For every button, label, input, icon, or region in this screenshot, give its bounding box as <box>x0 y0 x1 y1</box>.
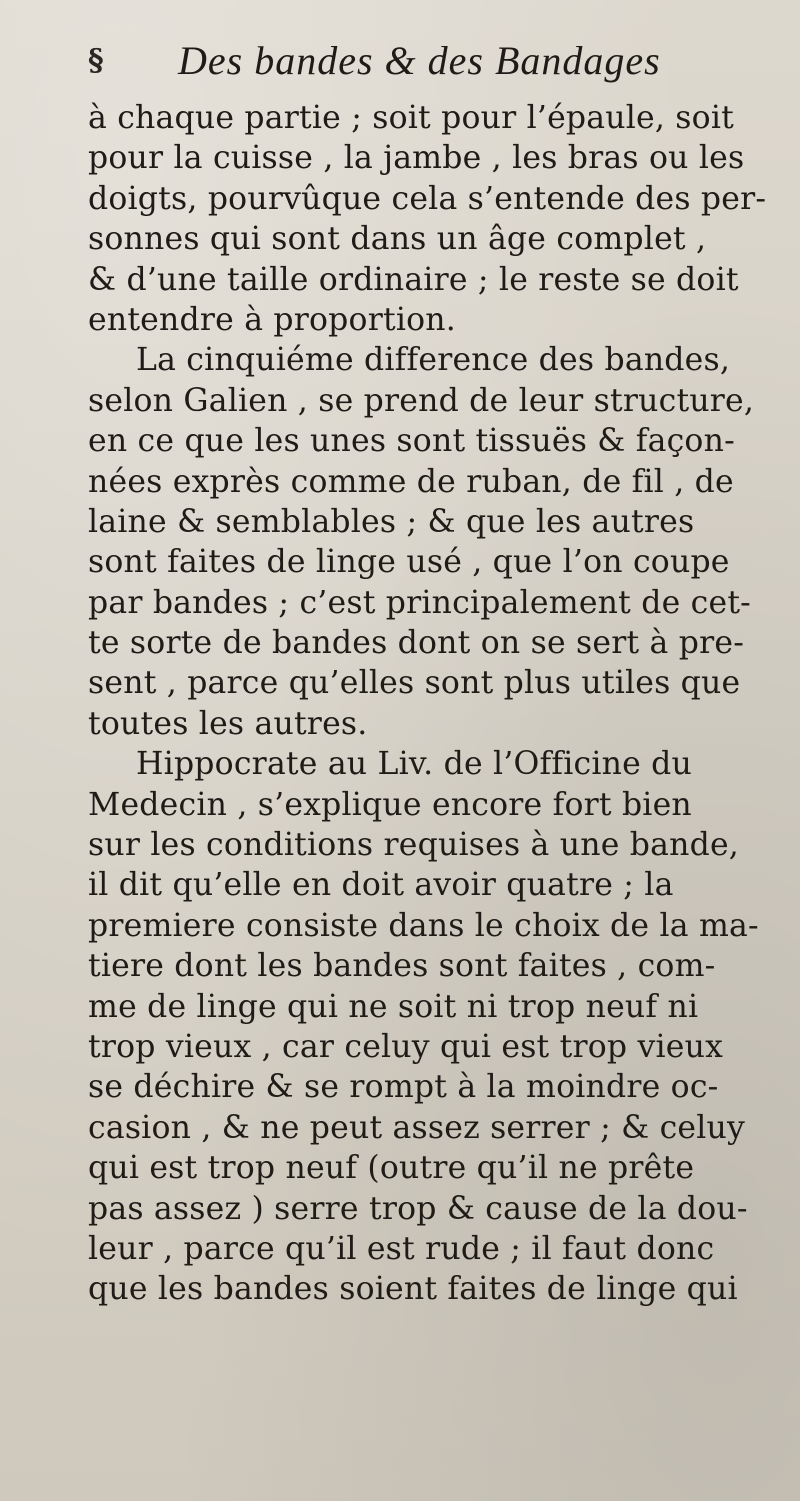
text-line: trop vieux , car celuy qui est trop vieux <box>88 1028 724 1065</box>
text-line: doigts, pourvûque cela s’entende des per- <box>88 180 767 217</box>
text-line: sont faites de linge usé , que l’on coupe <box>88 544 730 581</box>
running-head <box>88 30 760 90</box>
text-line: nées exprès comme de ruban, de fil , de <box>88 463 734 500</box>
text-line: qui est trop neuf (outre qu’il ne prête <box>88 1150 695 1187</box>
paragraph-start-line: Hippocrate au Liv. de l’Officine du <box>136 746 693 783</box>
text-line: premiere consiste dans le choix de la ma- <box>88 907 759 944</box>
text-line: sur les conditions requises à une bande, <box>88 827 739 864</box>
text-line: en ce que les unes sont tissuës & façon- <box>88 423 735 460</box>
body-text <box>88 98 778 1310</box>
text-line: laine & semblables ; & que les autres <box>88 503 695 540</box>
text-line: par bandes ; c’est principalement de cet- <box>88 584 752 621</box>
text-line: se déchire & se rompt à la moindre oc- <box>88 1069 719 1106</box>
text-line: il dit qu’elle en doit avoir quatre ; la <box>88 867 674 904</box>
page-marker: § <box>88 42 104 78</box>
text-line: Medecin , s’explique encore fort bien <box>88 786 692 823</box>
text-line: à chaque partie ; soit pour l’épaule, soit <box>88 100 734 136</box>
text-line: sent , parce qu’elles sont plus utiles que <box>88 665 741 702</box>
text-line: pas assez ) serre trop & cause de la dou- <box>88 1190 748 1227</box>
paragraph-start-line: La cinquiéme difference des bandes, <box>136 342 731 379</box>
text-line: sonnes qui sont dans un âge complet , <box>88 221 707 258</box>
text-line: entendre à proportion. <box>88 301 456 338</box>
text-line: casion , & ne peut assez serrer ; & celuy <box>88 1109 746 1146</box>
text-line: leur , parce qu’il est rude ; il faut donc <box>88 1230 715 1267</box>
text-line: pour la cuisse , la jambe , les bras ou les <box>88 140 745 177</box>
text-line: te sorte de bandes dont on se sert à pre- <box>88 625 745 662</box>
text-line: tiere dont les bandes sont faites , com- <box>88 948 716 985</box>
text-line: que les bandes soient faites de linge qui <box>88 1271 738 1308</box>
text-line: selon Galien , se prend de leur structure, <box>88 382 755 419</box>
running-title: Des bandes & des Bandages <box>178 37 661 83</box>
text-line: toutes les autres. <box>88 705 368 742</box>
text-line: me de linge qui ne soit ni trop neuf ni <box>88 988 699 1025</box>
text-line: & d’une taille ordinaire ; le reste se doit <box>88 261 739 298</box>
